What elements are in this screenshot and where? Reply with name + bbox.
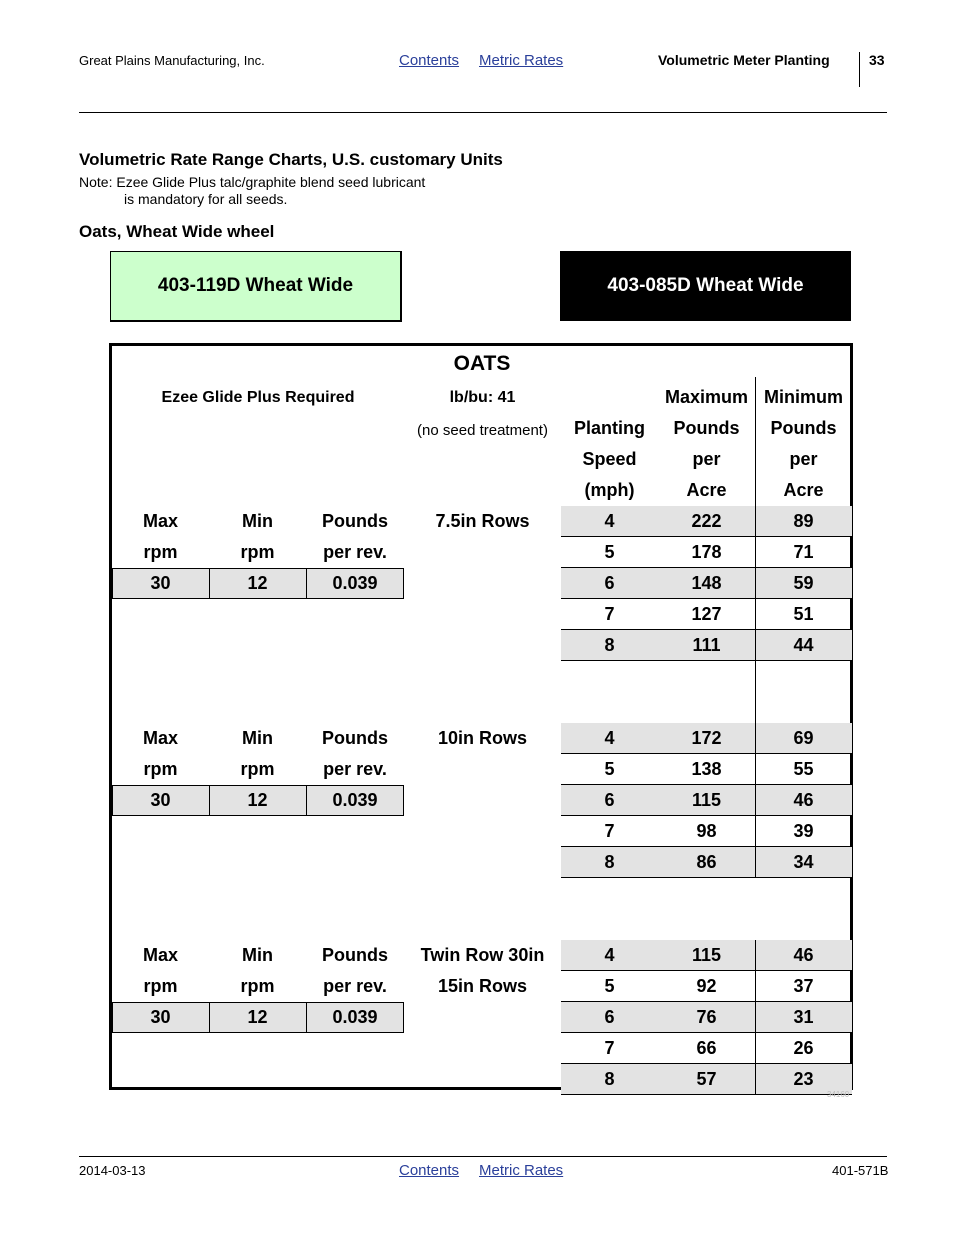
min-rate-cell: 26 bbox=[793, 1038, 814, 1058]
max-rate-cell: 76 bbox=[696, 1007, 717, 1027]
lb-per-rev-value: 0.039 bbox=[332, 1007, 378, 1027]
max-rate-cell: 66 bbox=[696, 1038, 717, 1058]
lb-per-rev-value: 0.039 bbox=[332, 573, 378, 593]
page-number: 33 bbox=[869, 52, 885, 68]
min-rate-cell: 39 bbox=[793, 821, 814, 841]
min-rate-cell: 59 bbox=[793, 573, 814, 593]
speed-header-1: Planting bbox=[574, 418, 645, 438]
max-rpm-label: Max bbox=[142, 511, 178, 531]
min-rate-cell: 31 bbox=[793, 1007, 814, 1027]
speed-cell: 8 bbox=[604, 1069, 615, 1089]
min-rate-cell: 55 bbox=[793, 759, 814, 779]
max-rate-cell: 148 bbox=[691, 573, 722, 593]
note-line-2: is mandatory for all seeds. bbox=[124, 191, 288, 207]
lb-per-rev-label-2: per rev. bbox=[323, 759, 387, 779]
lb-per-rev-label-2: per rev. bbox=[323, 542, 387, 562]
max-rpm-label: Max bbox=[142, 945, 178, 965]
min-rate-cell: 23 bbox=[793, 1069, 814, 1089]
min-rpm-label: Min bbox=[242, 511, 273, 531]
min-rate-cell: 69 bbox=[793, 728, 814, 748]
min-rate-cell: 44 bbox=[793, 635, 814, 655]
max-rpm-value: 30 bbox=[150, 1007, 171, 1027]
header-divider bbox=[859, 52, 860, 87]
meter-divider bbox=[209, 1002, 210, 1033]
row-spacing-label: 7.5in Rows bbox=[435, 511, 530, 531]
max-rate-cell: 127 bbox=[691, 604, 722, 624]
row-spacing-label: 15in Rows bbox=[437, 976, 528, 996]
column-divider bbox=[755, 940, 756, 1095]
min-header-3: per bbox=[789, 449, 818, 469]
max-header-2: Pounds bbox=[673, 418, 740, 438]
speed-cell: 8 bbox=[604, 852, 615, 872]
max-rpm-label-2: rpm bbox=[143, 759, 178, 779]
footer-rule bbox=[79, 1156, 887, 1157]
min-rpm-value: 12 bbox=[247, 573, 268, 593]
footer-doc-number: 401-571B bbox=[832, 1163, 889, 1178]
speed-cell: 5 bbox=[604, 976, 615, 996]
max-header-1: Maximum bbox=[664, 387, 749, 407]
max-rate-cell: 98 bbox=[696, 821, 717, 841]
max-header-4: Acre bbox=[686, 480, 727, 500]
wheel-label-black: 403-085D Wheat Wide bbox=[560, 251, 851, 321]
seed-treatment-label: (no seed treatment) bbox=[417, 422, 548, 439]
header-column-divider bbox=[755, 377, 756, 506]
max-rpm-label-2: rpm bbox=[143, 542, 178, 562]
max-rate-cell: 92 bbox=[696, 976, 717, 996]
company-name: Great Plains Manufacturing, Inc. bbox=[79, 53, 265, 68]
min-rpm-label-2: rpm bbox=[240, 542, 275, 562]
max-rate-cell: 111 bbox=[692, 635, 721, 655]
row-rule bbox=[561, 877, 852, 878]
speed-cell: 4 bbox=[604, 728, 615, 748]
row-rule bbox=[561, 1094, 852, 1095]
min-rate-cell: 46 bbox=[793, 945, 814, 965]
min-header-2: Pounds bbox=[770, 418, 837, 438]
speed-cell: 7 bbox=[604, 1038, 615, 1058]
speed-cell: 8 bbox=[604, 635, 615, 655]
speed-header-3: (mph) bbox=[584, 480, 635, 500]
min-rpm-value: 12 bbox=[247, 1007, 268, 1027]
min-rpm-label: Min bbox=[242, 728, 273, 748]
row-rule bbox=[561, 660, 852, 661]
section-subtitle: Oats, Wheat Wide wheel bbox=[79, 222, 275, 241]
row-spacing-label: Twin Row 30in bbox=[420, 945, 545, 965]
min-rate-cell: 51 bbox=[793, 604, 814, 624]
column-divider-gap bbox=[755, 661, 756, 723]
max-header-3: per bbox=[692, 449, 721, 469]
max-rpm-label-2: rpm bbox=[143, 976, 178, 996]
lb-per-rev-value: 0.039 bbox=[332, 790, 378, 810]
max-rpm-value: 30 bbox=[150, 573, 171, 593]
note-line-1: Note: Ezee Glide Plus talc/graphite blend seed lubricant bbox=[79, 174, 426, 190]
max-rate-cell: 115 bbox=[691, 790, 722, 810]
speed-cell: 6 bbox=[604, 790, 615, 810]
speed-cell: 7 bbox=[604, 821, 615, 841]
speed-header-2: Speed bbox=[582, 449, 637, 469]
min-rate-cell: 37 bbox=[793, 976, 814, 996]
min-rate-cell: 34 bbox=[793, 852, 814, 872]
footer-date: 2014-03-13 bbox=[79, 1163, 146, 1178]
meter-divider bbox=[306, 785, 307, 816]
min-header-4: Acre bbox=[783, 480, 824, 500]
meter-divider bbox=[306, 568, 307, 599]
min-rpm-value: 12 bbox=[247, 790, 268, 810]
meter-divider bbox=[209, 568, 210, 599]
speed-cell: 4 bbox=[604, 511, 615, 531]
speed-cell: 6 bbox=[604, 573, 615, 593]
meter-divider bbox=[306, 1002, 307, 1033]
min-rate-cell: 89 bbox=[793, 511, 814, 531]
row-spacing-label: 10in Rows bbox=[437, 728, 528, 748]
column-divider bbox=[755, 506, 756, 661]
max-rate-cell: 86 bbox=[696, 852, 717, 872]
lb-per-rev-label: Pounds bbox=[322, 511, 388, 531]
header-rule bbox=[79, 112, 887, 113]
min-header-1: Minimum bbox=[764, 387, 843, 407]
lb-per-rev-label: Pounds bbox=[322, 945, 388, 965]
min-rpm-label-2: rpm bbox=[240, 759, 275, 779]
crop-title: OATS bbox=[453, 352, 511, 375]
max-rate-cell: 115 bbox=[691, 945, 722, 965]
min-rate-cell: 46 bbox=[793, 790, 814, 810]
contents-link[interactable]: Contents bbox=[399, 52, 460, 69]
wheel-label-green: 403-119D Wheat Wide bbox=[110, 251, 402, 322]
speed-cell: 4 bbox=[604, 945, 615, 965]
footer-contents-link[interactable]: Contents bbox=[399, 1162, 460, 1179]
footer-metric-rates-link[interactable]: Metric Rates bbox=[479, 1162, 564, 1179]
max-rate-cell: 222 bbox=[691, 511, 722, 531]
rate-chart bbox=[109, 343, 853, 1090]
speed-cell: 7 bbox=[604, 604, 615, 624]
lb-per-rev-label-2: per rev. bbox=[323, 976, 387, 996]
max-rate-cell: 172 bbox=[691, 728, 722, 748]
column-divider bbox=[755, 723, 756, 878]
lb-per-bu-label: lb/bu: 41 bbox=[449, 389, 516, 406]
min-rpm-label: Min bbox=[242, 945, 273, 965]
section-title: Volumetric Meter Planting bbox=[658, 52, 830, 68]
max-rpm-label: Max bbox=[142, 728, 178, 748]
max-rpm-value: 30 bbox=[150, 790, 171, 810]
speed-cell: 5 bbox=[604, 759, 615, 779]
speed-cell: 6 bbox=[604, 1007, 615, 1027]
meter-divider bbox=[209, 785, 210, 816]
image-code: 34160 bbox=[827, 1090, 850, 1099]
min-rate-cell: 71 bbox=[793, 542, 814, 562]
max-rate-cell: 57 bbox=[696, 1069, 717, 1089]
ezee-required-label: Ezee Glide Plus Required bbox=[161, 389, 355, 406]
min-rpm-label-2: rpm bbox=[240, 976, 275, 996]
lb-per-rev-label: Pounds bbox=[322, 728, 388, 748]
max-rate-cell: 138 bbox=[691, 759, 722, 779]
metric-rates-link[interactable]: Metric Rates bbox=[479, 52, 564, 69]
max-rate-cell: 178 bbox=[691, 542, 722, 562]
speed-cell: 5 bbox=[604, 542, 615, 562]
page-title: Volumetric Rate Range Charts, U.S. customary Units bbox=[79, 150, 503, 169]
